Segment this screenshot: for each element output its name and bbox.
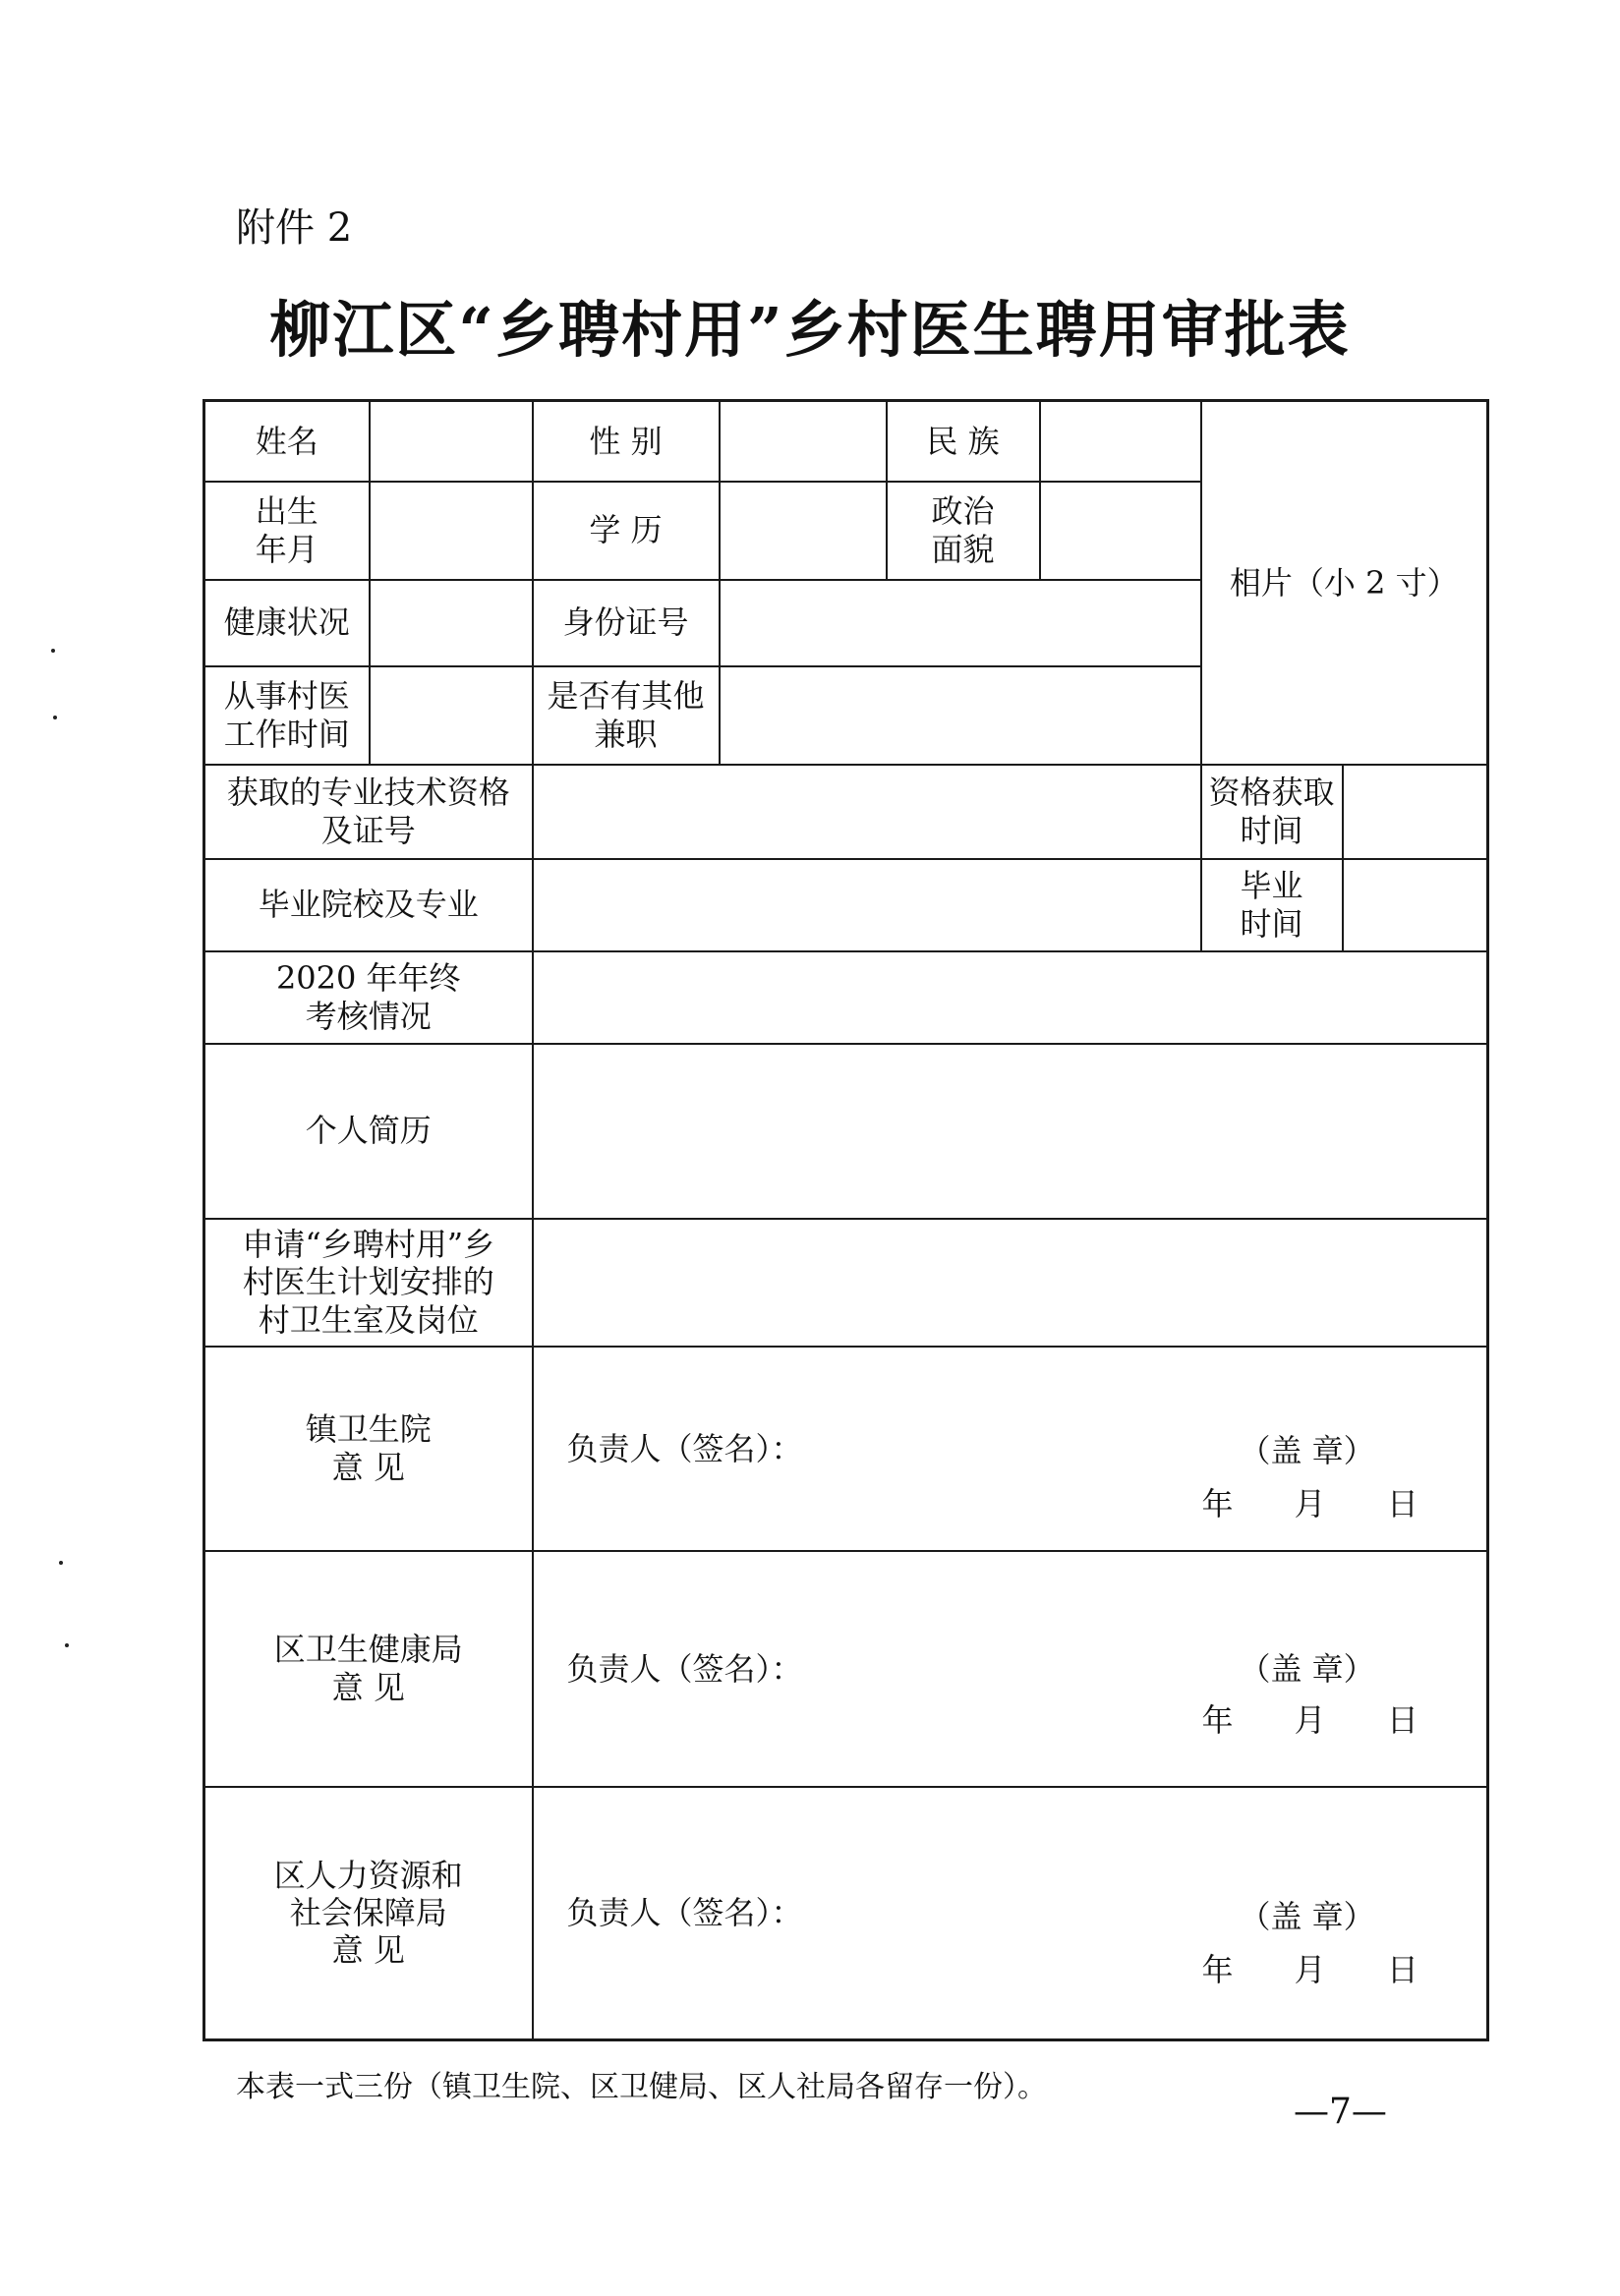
- resume-value[interactable]: [533, 1044, 1488, 1219]
- gender-value[interactable]: [720, 401, 887, 482]
- other-job-value[interactable]: [720, 666, 1201, 765]
- education-label: 学 历: [533, 482, 720, 580]
- ethnicity-label: 民 族: [887, 401, 1040, 482]
- school-label: 毕业院校及专业: [204, 859, 533, 951]
- health-value[interactable]: [370, 580, 533, 666]
- work-time-label: 从事村医 工作时间: [204, 666, 370, 765]
- health-bureau-opinion-box[interactable]: [533, 1551, 1488, 1787]
- date-label: 年 月 日: [1201, 1700, 1418, 1739]
- education-value[interactable]: [720, 482, 887, 580]
- school-value[interactable]: [533, 859, 1201, 951]
- work-time-value[interactable]: [370, 666, 533, 765]
- hr-bureau-opinion-box[interactable]: [533, 1787, 1488, 2040]
- health-label: 健康状况: [204, 580, 370, 666]
- seal-label: （盖 章）: [1239, 1649, 1375, 1688]
- form-title: 柳江区“乡聘村用”乡村医生聘用审批表: [269, 294, 1351, 366]
- birth-label: 出生 年月: [204, 482, 370, 580]
- assessment-value[interactable]: [533, 951, 1488, 1044]
- assessment-label: 2020 年年终 考核情况: [204, 951, 533, 1044]
- signer-label: 负责人（签名）：: [566, 1429, 803, 1467]
- other-job-label: 是否有其他 兼职: [533, 666, 720, 765]
- hr-bureau-opinion-label: 区人力资源和 社会保障局 意 见: [204, 1787, 533, 2040]
- signer-label: 负责人（签名）：: [566, 1894, 803, 1932]
- approval-form-table: [202, 399, 1489, 2041]
- qualification-value[interactable]: [533, 765, 1201, 859]
- qualification-label: 获取的专业技术资格 及证号: [204, 765, 533, 859]
- township-hospital-opinion-box[interactable]: [533, 1347, 1488, 1551]
- apply-value[interactable]: [533, 1219, 1488, 1347]
- seal-label: （盖 章）: [1239, 1431, 1375, 1469]
- ethnicity-value[interactable]: [1040, 401, 1201, 482]
- seal-label: （盖 章）: [1239, 1897, 1375, 1935]
- footnote: 本表一式三份（镇卫生院、区卫健局、区人社局各留存一份）。: [236, 2070, 1047, 2104]
- signer-label: 负责人（签名）：: [566, 1649, 803, 1688]
- apply-label: 申请“乡聘村用”乡 村医生计划安排的 村卫生室及岗位: [204, 1219, 533, 1347]
- id-number-label: 身份证号: [533, 580, 720, 666]
- township-hospital-opinion-label: 镇卫生院 意 见: [204, 1347, 533, 1551]
- photo-box[interactable]: 相片（小 2 寸）: [1201, 401, 1488, 765]
- health-bureau-opinion-label: 区卫生健康局 意 见: [204, 1551, 533, 1787]
- attachment-label: 附件 2: [236, 205, 353, 251]
- id-number-value[interactable]: [720, 580, 1201, 666]
- name-value[interactable]: [370, 401, 533, 482]
- birth-value[interactable]: [370, 482, 533, 580]
- qual-time-value[interactable]: [1343, 765, 1488, 859]
- grad-time-label: 毕业 时间: [1201, 859, 1343, 951]
- date-label: 年 月 日: [1201, 1484, 1418, 1522]
- page-number: —7—: [1294, 2092, 1387, 2132]
- qual-time-label: 资格获取 时间: [1201, 765, 1343, 859]
- political-label: 政治 面貌: [887, 482, 1040, 580]
- resume-label: 个人简历: [204, 1044, 533, 1219]
- political-value[interactable]: [1040, 482, 1201, 580]
- name-label: 姓名: [204, 401, 370, 482]
- date-label: 年 月 日: [1201, 1950, 1418, 1988]
- gender-label: 性 别: [533, 401, 720, 482]
- grad-time-value[interactable]: [1343, 859, 1488, 951]
